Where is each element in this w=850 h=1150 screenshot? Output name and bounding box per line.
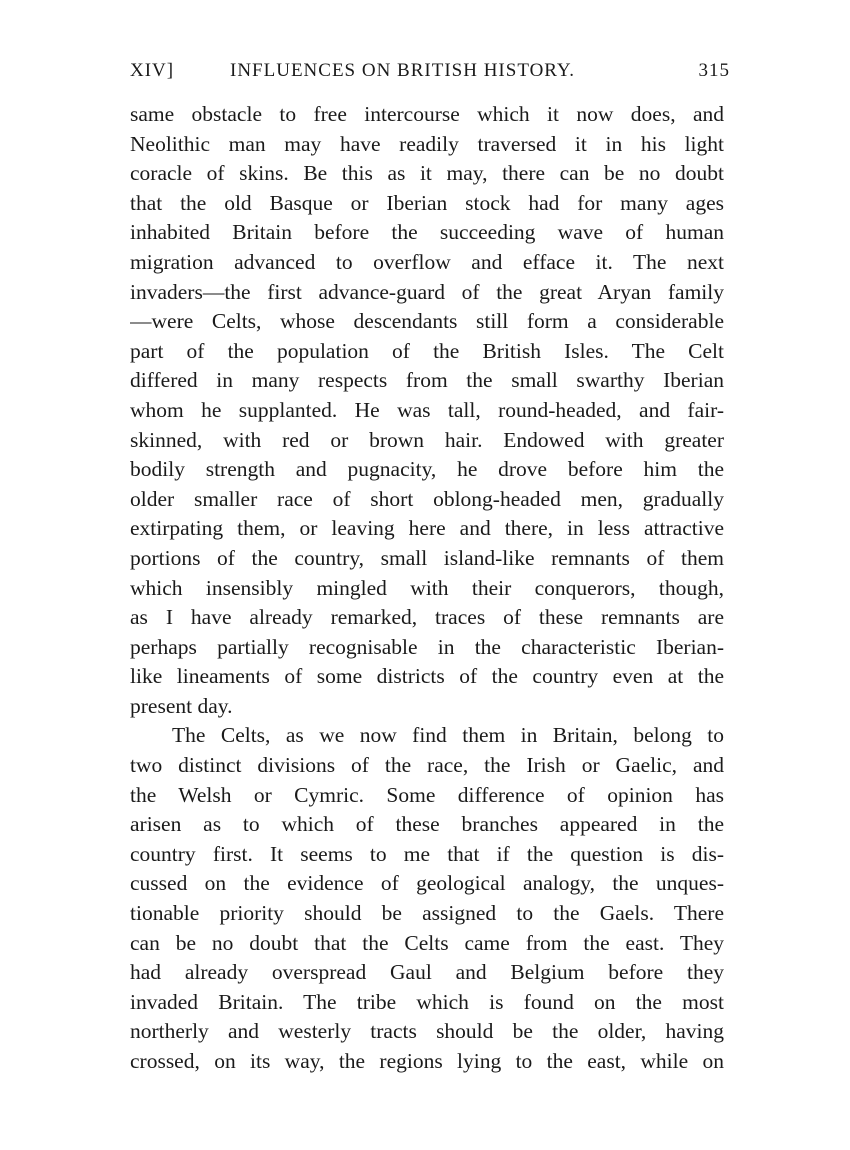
text-line: as I have already remarked, traces of these remnants are xyxy=(130,605,724,630)
text-line: portions of the country, small island-like remnants of them xyxy=(130,545,724,570)
text-line: present day. xyxy=(130,693,233,718)
text-line: perhaps partially recognisable in the characteristic Iberian- xyxy=(130,634,724,659)
text-line: bodily strength and pugnacity, he drove before him the xyxy=(130,457,724,482)
text-line: can be no doubt that the Celts came from the east. They xyxy=(130,930,724,955)
text-line: crossed, on its way, the regions lying to the east, while on xyxy=(130,1049,724,1073)
text-line: the Welsh or Cymric. Some difference of opinion has xyxy=(130,782,724,807)
text-line: cussed on the evidence of geological analogy, the unques- xyxy=(130,871,724,896)
paragraph xyxy=(130,721,724,1076)
paragraph xyxy=(130,100,724,721)
text-line: differed in many respects from the small swarthy Iberian xyxy=(130,368,724,393)
page-number: 315 xyxy=(698,60,730,81)
text-line: arisen as to which of these branches appeared in the xyxy=(130,812,724,837)
text-line: had already overspread Gaul and Belgium before they xyxy=(130,960,724,985)
body-text xyxy=(130,100,724,1077)
text-line: skinned, with red or brown hair. Endowed with greater xyxy=(130,427,724,452)
chapter-number: XIV] xyxy=(130,60,175,81)
running-head xyxy=(130,60,730,90)
text-line: that the old Basque or Iberian stock had for many ages xyxy=(130,190,724,215)
text-line: The Celts, as we now find them in Britain, belong to xyxy=(172,723,724,748)
text-line: which insensibly mingled with their conquerors, though, xyxy=(130,575,724,600)
text-line: extirpating them, or leaving here and there, in less attractive xyxy=(130,516,724,541)
text-line: part of the population of the British Isles. The Celt xyxy=(130,338,724,363)
text-line: older smaller race of short oblong-headed men, gradually xyxy=(130,486,724,511)
text-line: like lineaments of some districts of the country even at the xyxy=(130,664,724,689)
text-line: tionable priority should be assigned to the Gaels. There xyxy=(130,901,724,926)
text-line: migration advanced to overflow and efface it. The next xyxy=(130,249,724,274)
running-title: INFLUENCES ON BRITISH HISTORY. xyxy=(230,60,575,81)
text-line: country first. It seems to me that if the question is dis- xyxy=(130,841,724,866)
text-line: invaders—the first advance-guard of the great Aryan family xyxy=(130,279,724,304)
text-line: inhabited Britain before the succeeding wave of human xyxy=(130,220,724,245)
text-line: coracle of skins. Be this as it may, there can be no doubt xyxy=(130,161,724,186)
text-line: same obstacle to free intercourse which it now does, and xyxy=(130,102,724,126)
text-line: two distinct divisions of the race, the Irish or Gaelic, and xyxy=(130,753,724,778)
text-line: Neolithic man may have readily traversed it in his light xyxy=(130,131,724,156)
text-line: northerly and westerly tracts should be the older, having xyxy=(130,1019,724,1044)
text-line: —were Celts, whose descendants still form a considerable xyxy=(130,309,724,334)
text-line: invaded Britain. The tribe which is found on the most xyxy=(130,989,724,1014)
text-line: whom he supplanted. He was tall, round-headed, and fair- xyxy=(130,397,724,422)
